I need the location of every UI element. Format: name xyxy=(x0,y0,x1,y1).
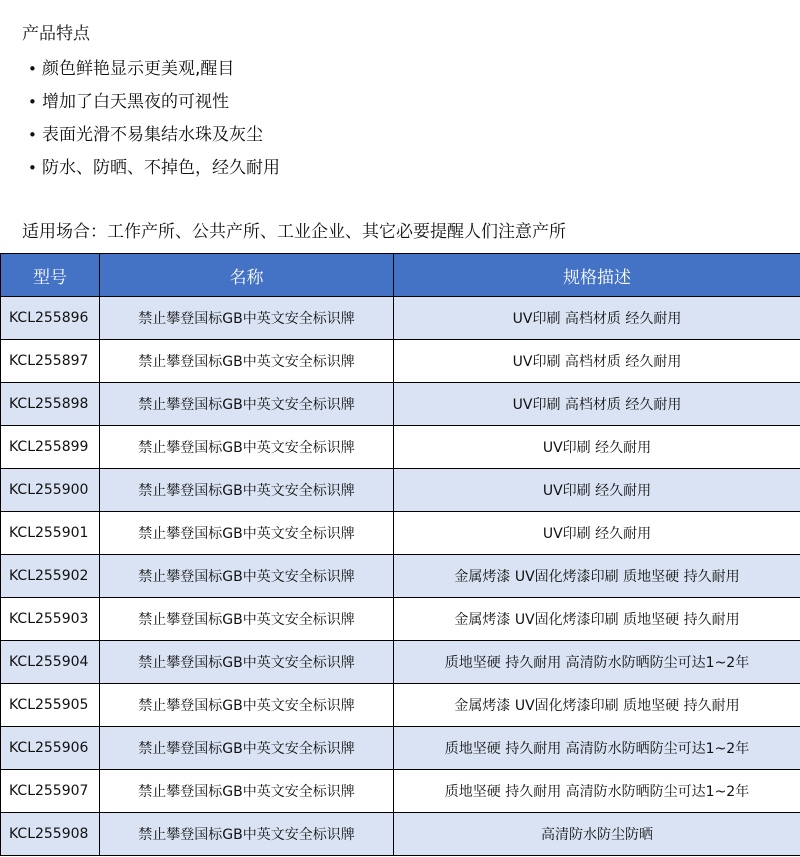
table-row xyxy=(1,555,800,598)
description-cell: 金属烤漆 UV固化烤漆印刷 质地坚硬 持久耐用 xyxy=(394,598,800,641)
model-cell: KCL255897 xyxy=(1,340,100,383)
name-cell: 禁止攀登国标GB中英文安全标识牌 xyxy=(100,512,394,555)
description-cell: 金属烤漆 UV固化烤漆印刷 质地坚硬 持久耐用 xyxy=(394,555,800,598)
features-heading: 产品特点 xyxy=(22,24,90,44)
table-row xyxy=(1,383,800,426)
table-row xyxy=(1,512,800,555)
feature-text: 增加了白天黑夜的可视性 xyxy=(42,92,229,112)
column-header-model: 型号 xyxy=(1,254,100,297)
description-cell: 质地坚硬 持久耐用 高清防水防晒防尘可达1~2年 xyxy=(394,641,800,684)
name-cell: 禁止攀登国标GB中英文安全标识牌 xyxy=(100,598,394,641)
feature-item xyxy=(22,119,782,152)
model-cell: KCL255906 xyxy=(1,727,100,770)
feature-text: 表面光滑不易集结水珠及灰尘 xyxy=(42,125,263,145)
name-cell: 禁止攀登国标GB中英文安全标识牌 xyxy=(100,297,394,340)
bullet-icon: • xyxy=(28,60,37,78)
column-header-description: 规格描述 xyxy=(394,254,800,297)
description-cell: UV印刷 高档材质 经久耐用 xyxy=(394,297,800,340)
bullet-icon: • xyxy=(28,126,37,144)
name-cell: 禁止攀登国标GB中英文安全标识牌 xyxy=(100,340,394,383)
description-cell: 金属烤漆 UV固化烤漆印刷 质地坚硬 持久耐用 xyxy=(394,684,800,727)
model-cell: KCL255896 xyxy=(1,297,100,340)
name-cell: 禁止攀登国标GB中英文安全标识牌 xyxy=(100,426,394,469)
description-cell: UV印刷 经久耐用 xyxy=(394,426,800,469)
table-row xyxy=(1,684,800,727)
model-cell: KCL255905 xyxy=(1,684,100,727)
usage-scenarios: 适用场合：工作产所、公共产所、工业企业、其它必要提醒人们注意产所 xyxy=(22,222,566,242)
name-cell: 禁止攀登国标GB中英文安全标识牌 xyxy=(100,684,394,727)
model-cell: KCL255902 xyxy=(1,555,100,598)
description-cell: UV印刷 高档材质 经久耐用 xyxy=(394,383,800,426)
feature-item xyxy=(22,53,782,86)
name-cell: 禁止攀登国标GB中英文安全标识牌 xyxy=(100,469,394,512)
model-cell: KCL255903 xyxy=(1,598,100,641)
model-cell: KCL255898 xyxy=(1,383,100,426)
name-cell: 禁止攀登国标GB中英文安全标识牌 xyxy=(100,383,394,426)
feature-text: 防水、防晒、不掉色，经久耐用 xyxy=(42,158,280,178)
table-row xyxy=(1,426,800,469)
bullet-icon: • xyxy=(28,159,37,177)
feature-item xyxy=(22,86,782,119)
column-header-name: 名称 xyxy=(100,254,394,297)
name-cell: 禁止攀登国标GB中英文安全标识牌 xyxy=(100,813,394,856)
model-cell: KCL255901 xyxy=(1,512,100,555)
model-cell: KCL255900 xyxy=(1,469,100,512)
table-row xyxy=(1,641,800,684)
table-row xyxy=(1,598,800,641)
description-cell: 质地坚硬 持久耐用 高清防水防晒防尘可达1~2年 xyxy=(394,727,800,770)
name-cell: 禁止攀登国标GB中英文安全标识牌 xyxy=(100,770,394,813)
table-body xyxy=(1,297,800,856)
table-row xyxy=(1,770,800,813)
description-cell: UV印刷 经久耐用 xyxy=(394,469,800,512)
product-features-section xyxy=(22,20,782,185)
description-cell: 质地坚硬 持久耐用 高清防水防晒防尘可达1~2年 xyxy=(394,770,800,813)
description-cell: UV印刷 高档材质 经久耐用 xyxy=(394,340,800,383)
description-cell: UV印刷 经久耐用 xyxy=(394,512,800,555)
table-row xyxy=(1,813,800,856)
table-row xyxy=(1,297,800,340)
spec-table xyxy=(0,253,800,856)
bullet-icon: • xyxy=(28,93,37,111)
table-row xyxy=(1,727,800,770)
description-cell: 高清防水防尘防晒 xyxy=(394,813,800,856)
table-row xyxy=(1,469,800,512)
model-cell: KCL255899 xyxy=(1,426,100,469)
model-cell: KCL255907 xyxy=(1,770,100,813)
feature-item xyxy=(22,152,782,185)
table-row xyxy=(1,340,800,383)
table-header-row xyxy=(1,254,800,297)
model-cell: KCL255904 xyxy=(1,641,100,684)
feature-text: 颜色鲜艳显示更美观,醒目 xyxy=(42,59,235,79)
name-cell: 禁止攀登国标GB中英文安全标识牌 xyxy=(100,641,394,684)
name-cell: 禁止攀登国标GB中英文安全标识牌 xyxy=(100,727,394,770)
model-cell: KCL255908 xyxy=(1,813,100,856)
name-cell: 禁止攀登国标GB中英文安全标识牌 xyxy=(100,555,394,598)
